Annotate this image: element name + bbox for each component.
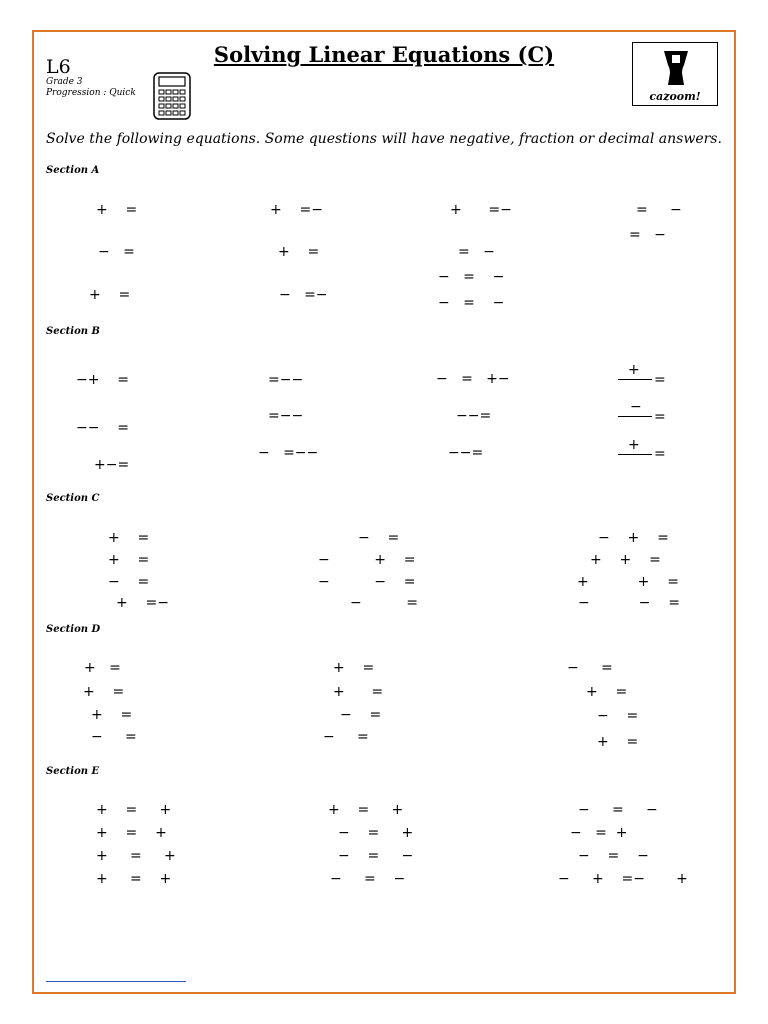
equation: + = bbox=[89, 287, 131, 303]
equation: + = bbox=[278, 244, 320, 260]
equation: = − bbox=[636, 202, 682, 218]
equation: + = bbox=[91, 707, 133, 723]
equation: − = bbox=[323, 729, 369, 745]
equation: +−= bbox=[94, 457, 130, 473]
equation: + = bbox=[333, 684, 384, 700]
equation: − = − bbox=[438, 269, 505, 285]
progression-label: Progression : Quick bbox=[46, 88, 136, 98]
equation: = bbox=[654, 409, 666, 425]
equation: − = − bbox=[578, 848, 649, 864]
equation: − =− bbox=[279, 287, 328, 303]
equation: =−− bbox=[268, 372, 304, 388]
page-title: Solving Linear Equations (C) bbox=[213, 42, 555, 67]
equation: −+ = bbox=[76, 372, 129, 388]
fraction-numerator: + bbox=[628, 362, 640, 378]
equation: − = − bbox=[338, 848, 414, 864]
section-b-heading: Section B bbox=[46, 326, 100, 337]
equation: − = +− bbox=[436, 371, 510, 387]
cazoom-logo bbox=[632, 42, 718, 106]
instructions: Solve the following equations. Some questions will have negative, fraction or decimal answers. bbox=[46, 131, 722, 147]
equation: + = + bbox=[96, 871, 172, 887]
level-label: L6 bbox=[46, 56, 71, 78]
equation: + = bbox=[83, 684, 125, 700]
equation: + =− bbox=[450, 202, 512, 218]
equation: + = bbox=[84, 660, 121, 676]
equation: = − bbox=[629, 227, 666, 243]
equation: = bbox=[654, 372, 666, 388]
calculator-icon bbox=[152, 72, 192, 120]
equation: − = − bbox=[578, 802, 658, 818]
fraction-bar bbox=[618, 454, 652, 455]
equation: − = bbox=[597, 708, 639, 724]
equation: + = bbox=[597, 734, 639, 750]
logo-text: cazoom! bbox=[649, 90, 701, 103]
equation: − =−− bbox=[258, 445, 319, 461]
equation: −− = bbox=[76, 420, 129, 436]
equation: − − = bbox=[318, 574, 416, 590]
fraction-bar bbox=[618, 379, 652, 380]
equation: − = bbox=[340, 707, 382, 723]
equation: + = + bbox=[328, 802, 404, 818]
section-c-heading: Section C bbox=[46, 493, 100, 504]
equation: =−− bbox=[268, 408, 304, 424]
equation: = − bbox=[458, 244, 495, 260]
equation: + = bbox=[333, 660, 375, 676]
equation: − = bbox=[358, 530, 400, 546]
equation: −−= bbox=[456, 408, 492, 424]
equation: − = + bbox=[338, 825, 414, 841]
equation: − + =− + bbox=[558, 871, 688, 887]
equation: + = + bbox=[96, 825, 167, 841]
equation: + = + bbox=[96, 848, 176, 864]
equation: + = bbox=[108, 530, 150, 546]
equation: + = + bbox=[96, 802, 172, 818]
equation: + =− bbox=[270, 202, 323, 218]
equation: − = bbox=[91, 729, 137, 745]
footer-link[interactable] bbox=[46, 981, 186, 982]
equation: − = bbox=[98, 244, 135, 260]
section-d-heading: Section D bbox=[46, 624, 101, 635]
equation: −−= bbox=[448, 445, 484, 461]
equation: − − = bbox=[578, 595, 680, 611]
equation: + =− bbox=[116, 595, 169, 611]
equation: = bbox=[654, 446, 666, 462]
equation: − = − bbox=[438, 295, 505, 311]
fraction-bar bbox=[618, 416, 652, 417]
equation: − = − bbox=[330, 871, 406, 887]
equation: + + = bbox=[577, 574, 679, 590]
equation: − = bbox=[350, 595, 418, 611]
fraction-numerator: − bbox=[630, 399, 642, 415]
equation: − = + bbox=[570, 825, 628, 841]
grade-label: Grade 3 bbox=[46, 77, 83, 87]
equation: + = bbox=[96, 202, 138, 218]
equation: − = bbox=[108, 574, 150, 590]
section-a-heading: Section A bbox=[46, 165, 100, 176]
equation: − + = bbox=[318, 552, 416, 568]
equation: + = bbox=[586, 684, 628, 700]
equation: − + = bbox=[598, 530, 669, 546]
section-e-heading: Section E bbox=[46, 766, 100, 777]
equation: + = bbox=[108, 552, 150, 568]
fraction-numerator: + bbox=[628, 437, 640, 453]
equation: + + = bbox=[590, 552, 661, 568]
equation: − = bbox=[567, 660, 613, 676]
